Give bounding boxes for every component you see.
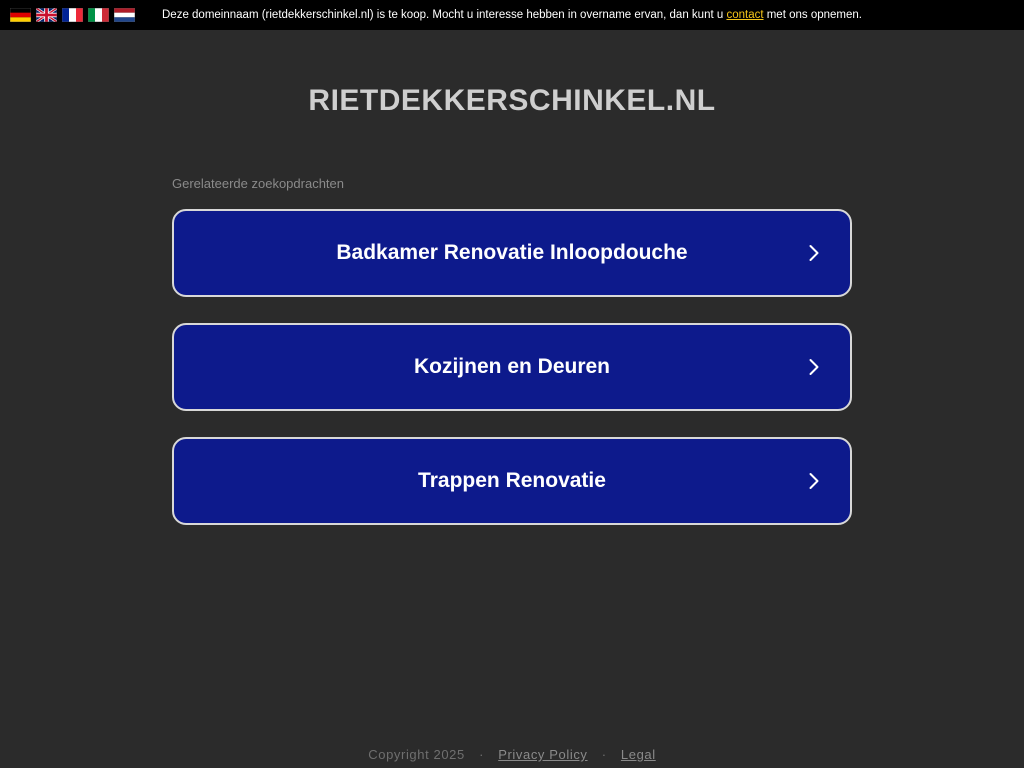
page-body: [0, 30, 1024, 768]
footer-separator-2: ·: [601, 747, 607, 762]
contact-link[interactable]: contact: [726, 9, 764, 21]
chevron-right-icon: [804, 471, 824, 491]
flag-de-icon[interactable]: [10, 8, 31, 22]
chevron-right-icon: [804, 357, 824, 377]
main-content: [172, 118, 852, 525]
footer-separator-1: ·: [479, 747, 484, 762]
related-search-card-1[interactable]: [172, 209, 852, 297]
flag-it-icon[interactable]: [88, 8, 109, 22]
chevron-right-icon: [804, 243, 824, 263]
related-searches-list: [172, 209, 852, 525]
related-searches-label: Gerelateerde zoekopdrachten: [172, 176, 345, 191]
flag-nl-icon[interactable]: [114, 8, 135, 22]
notice-text-before: Deze domeinnaam (rietdekkerschinkel.nl) is te koop. Mocht u interesse hebben in overname ervan, dan kunt u: [162, 9, 727, 21]
footer: [0, 747, 1024, 762]
related-search-card-2[interactable]: [172, 323, 852, 411]
flag-gb-icon[interactable]: [36, 8, 57, 22]
language-flag-list: [10, 0, 135, 30]
top-notice-bar: [0, 0, 1024, 30]
privacy-policy-link[interactable]: Privacy Policy: [498, 747, 588, 762]
domain-for-sale-notice: [0, 0, 1024, 30]
legal-link[interactable]: Legal: [620, 747, 656, 762]
related-search-card-3[interactable]: [172, 437, 852, 525]
card-label: Badkamer Renovatie Inloopdouche: [336, 241, 688, 264]
notice-text-after: met ons opnemen.: [763, 9, 862, 21]
card-label: Kozijnen en Deuren: [413, 355, 611, 378]
flag-fr-icon[interactable]: [62, 8, 83, 22]
copyright-text: Copyright 2025: [368, 747, 465, 762]
page-title: RIETDEKKERSCHINKEL.NL: [308, 84, 716, 117]
card-label: Trappen Renovatie: [418, 469, 606, 492]
